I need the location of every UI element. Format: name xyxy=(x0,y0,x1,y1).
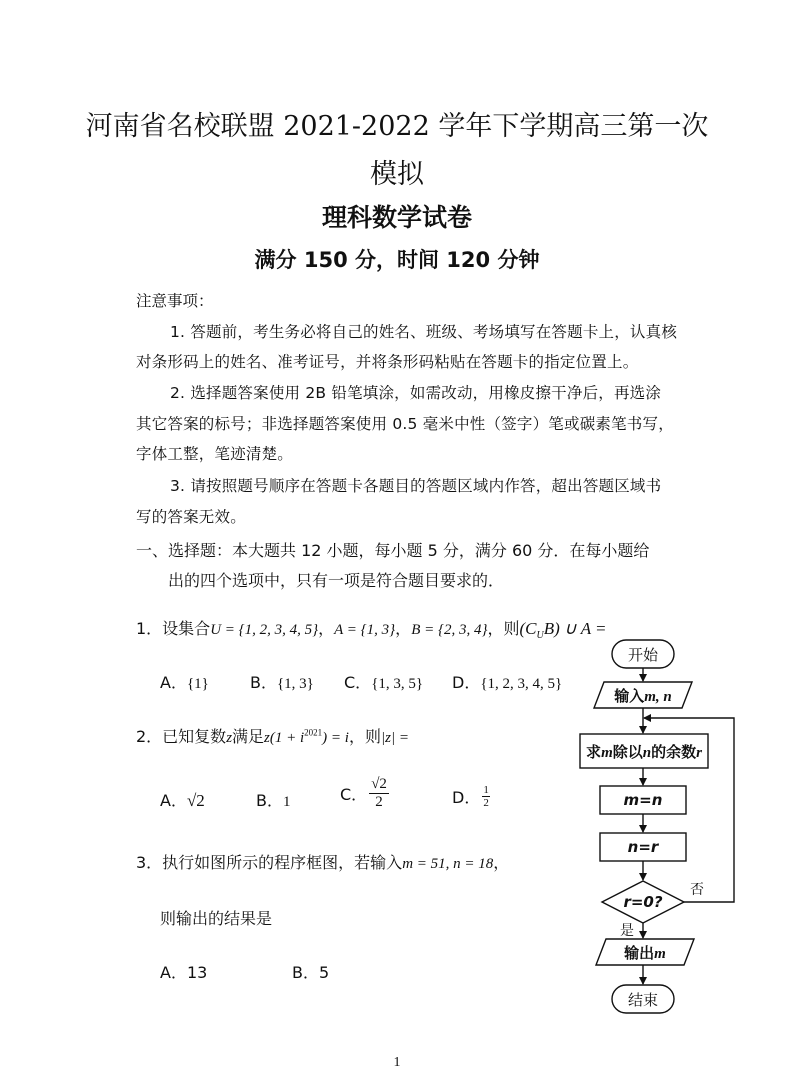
flow-assign-n-label: n=r xyxy=(627,838,659,856)
exam-score-time: 满分 150 分，时间 120 分钟 xyxy=(254,248,540,272)
flow-remainder-label: 求m除以n的余数r xyxy=(586,743,702,761)
exam-subject: 理科数学试卷 xyxy=(321,203,472,232)
q1-expr-sub: U xyxy=(536,630,544,642)
q2-option-a: A．√2 xyxy=(160,791,205,810)
q2-abs: |z| = xyxy=(380,730,409,746)
question-3 xyxy=(136,850,509,873)
q1-set-b: B = {2, 3, 4} xyxy=(411,622,488,638)
q3-prefix: 3．执行如图所示的程序框图，若输入 xyxy=(136,853,403,872)
note-2-line1: 2. 选择题答案使用 2B 铅笔填涂，如需改动，用橡皮擦干净后，再选涂 xyxy=(170,384,662,402)
exam-title-line2: 模拟 xyxy=(370,159,424,190)
flow-yes-label: 是 xyxy=(620,923,634,939)
q1-expr2: B) ∪ A = xyxy=(543,619,607,638)
q2-option-b: B．1 xyxy=(256,791,291,810)
q3-suffix: ， xyxy=(493,853,510,872)
q1-set-a: A = {1, 3} xyxy=(334,622,396,638)
q2-cond: 满足 xyxy=(232,727,265,746)
q1-set-u: U = {1, 2, 3, 4, 5} xyxy=(210,622,319,638)
q2-option-d: D． $\frac{1}{2}$ xyxy=(452,784,489,809)
q1-option-d: D．{1, 2, 3, 4, 5} xyxy=(452,673,563,692)
note-1-line1: 1. 答题前，考生务必将自己的姓名、班级、考场填写在答题卡上，认真核 xyxy=(170,323,678,341)
flow-end-label: 结束 xyxy=(627,991,659,1009)
flow-output-label: 输出m xyxy=(624,944,666,962)
note-2-line2: 其它答案的标号；非选择题答案使用 0.5 毫米中性（签字）笔或碳素笔书写， xyxy=(136,415,674,433)
q2-eq-sup: 2021 xyxy=(304,727,323,738)
q1-prefix: 1．设集合 xyxy=(136,619,211,638)
note-3-line1: 3. 请按照题号顺序在答题卡各题目的答题区域内作答，超出答题区域书 xyxy=(170,477,662,495)
exam-title-line1: 河南省名校联盟 2021-2022 学年下学期高三第一次 xyxy=(85,111,709,142)
flowchart xyxy=(560,636,750,1022)
section-1-line2: 出的四个选项中，只有一项是符合题目要求的． xyxy=(168,571,505,590)
q1-option-b: B．{1, 3} xyxy=(250,673,314,692)
note-3-line2: 写的答案无效。 xyxy=(136,508,246,526)
q3-option-a: A．13 xyxy=(160,963,208,982)
q1-sep1: ， xyxy=(318,619,335,638)
q2-then: ，则 xyxy=(348,727,381,746)
q1-expr: (C xyxy=(519,619,537,638)
question-2 xyxy=(136,724,409,747)
section-1-line1: 一、选择题：本大题共 12 小题，每小题 5 分，满分 60 分．在每小题给 xyxy=(136,541,650,560)
q3-input: m = 51, n = 18 xyxy=(402,856,494,872)
q1-option-c: C．{1, 3, 5} xyxy=(344,673,424,692)
q1-then: ，则 xyxy=(487,619,520,638)
note-1-line2: 对条形码上的姓名、准考证号，并将条形码粘贴在答题卡的指定位置上。 xyxy=(136,353,639,371)
q2-eq2: ) = i xyxy=(322,730,349,746)
flow-no-label: 否 xyxy=(690,882,704,898)
q3-line2: 则输出的结果是 xyxy=(160,909,273,928)
page-number: 1 xyxy=(393,1055,401,1070)
q2-var: z xyxy=(226,730,233,746)
q3-option-b: B．5 xyxy=(292,963,330,982)
notes-heading: 注意事项： xyxy=(136,292,214,310)
flow-assign-m-label: m=n xyxy=(623,791,663,809)
question-1 xyxy=(136,616,607,641)
flow-start-label: 开始 xyxy=(627,646,659,664)
note-2-line3: 字体工整，笔迹清楚。 xyxy=(136,445,294,463)
flow-decision-label: r=0? xyxy=(623,893,663,911)
q2-prefix: 2．已知复数 xyxy=(136,727,227,746)
flow-input-label: 输入m, n xyxy=(614,687,672,705)
q1-sep2: ， xyxy=(395,619,412,638)
q2-option-c: C． $\frac{√2}{2}$ xyxy=(340,776,387,810)
q1-option-a: A．{1} xyxy=(160,673,209,692)
q2-eq: z(1 + i xyxy=(264,730,305,746)
